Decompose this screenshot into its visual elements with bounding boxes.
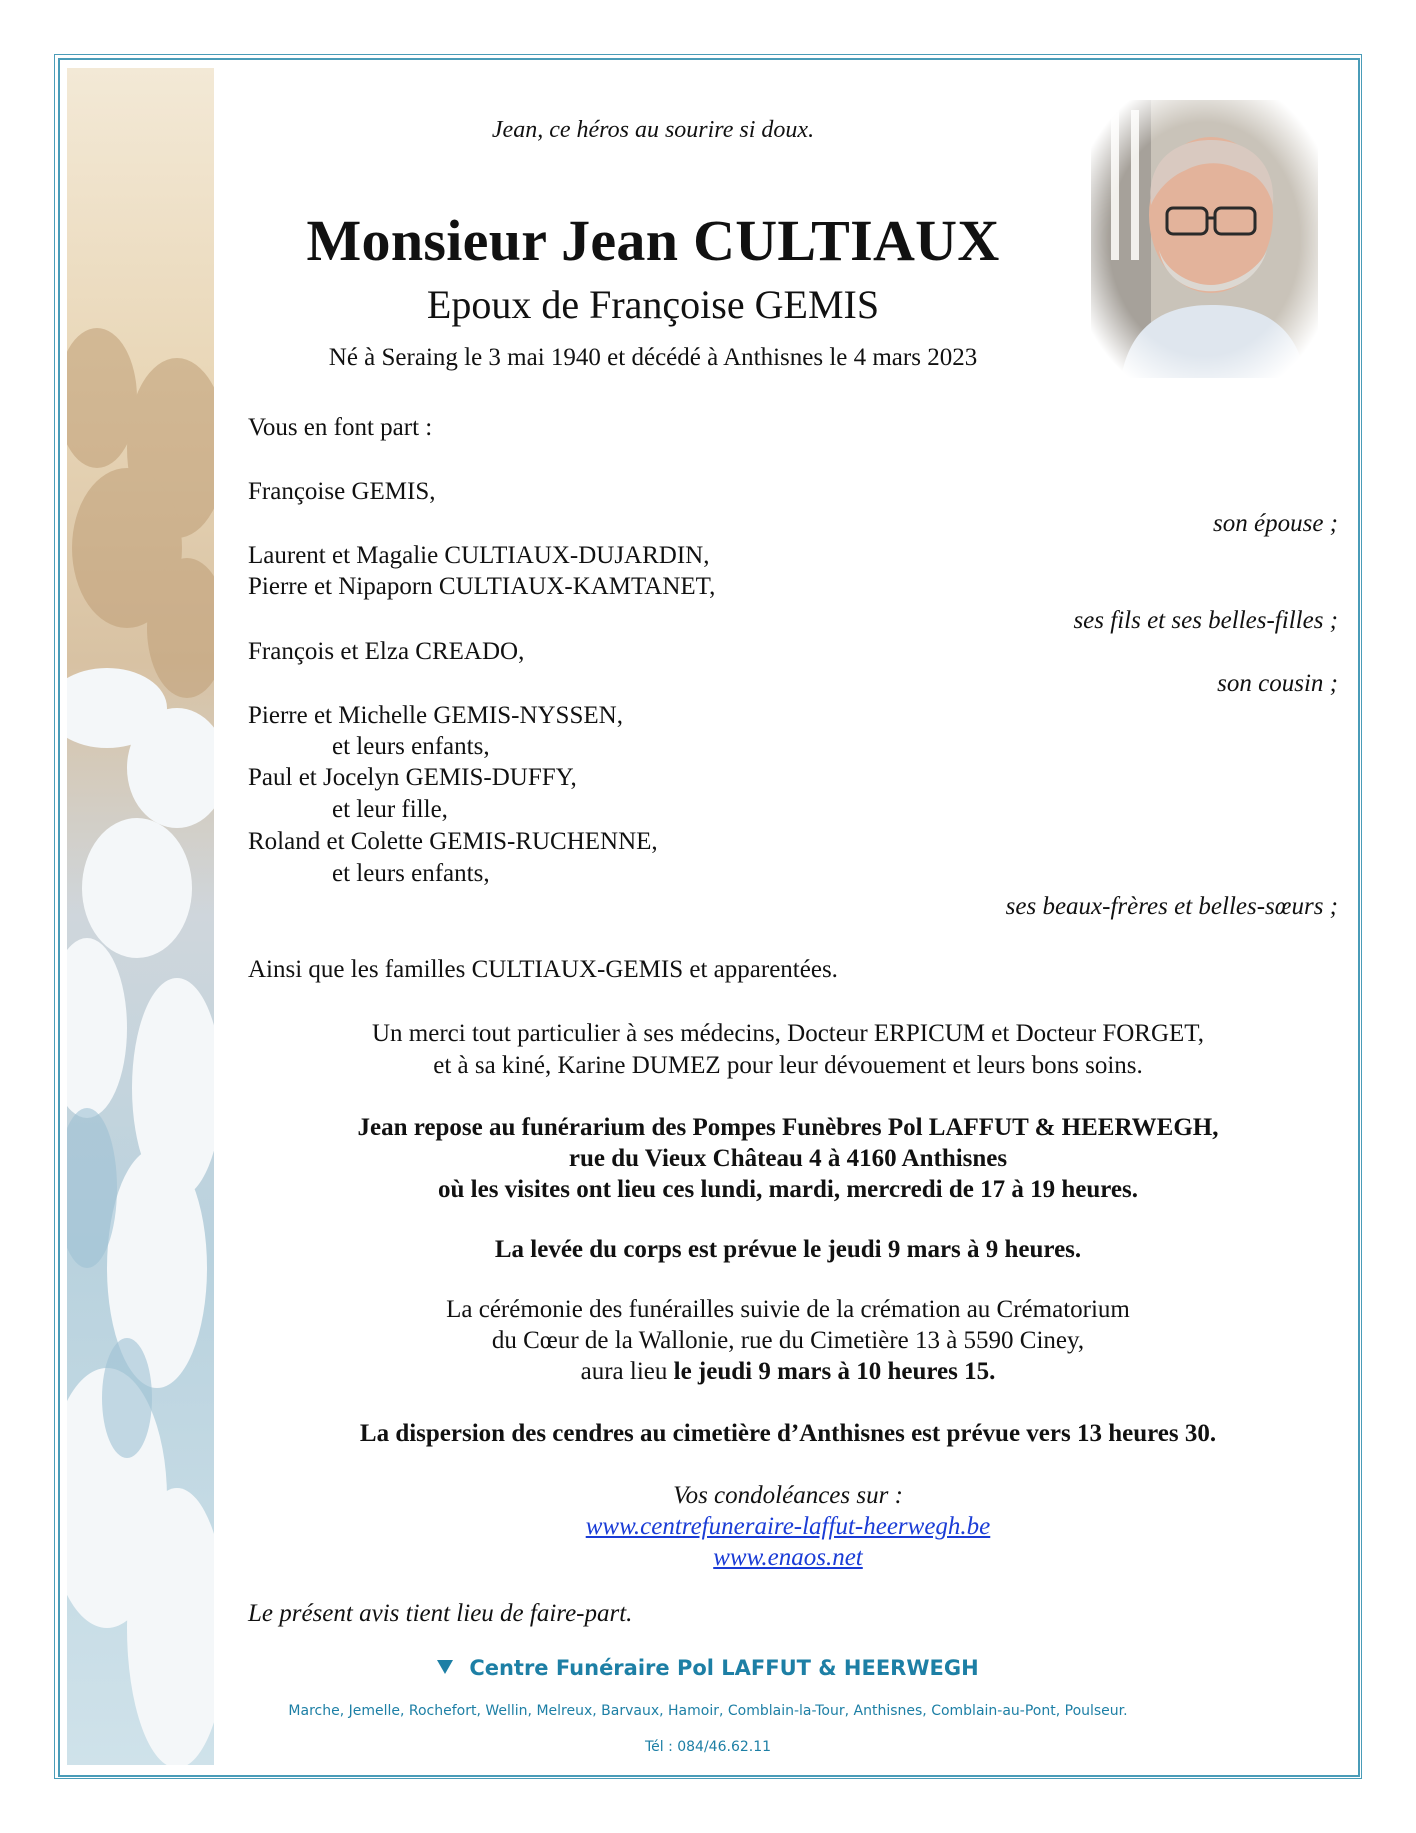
ceremony-line (248, 1358, 1328, 1386)
condolences-link-row (248, 1513, 1328, 1541)
triangle-down-icon (437, 1660, 453, 1674)
snowy-forest-image (67, 68, 214, 1765)
ceremony-line: La cérémonie des funérailles suivie de la crémation au Crématorium (446, 1296, 1130, 1323)
family-relation: son cousin ; (1217, 670, 1338, 697)
family-name: François et Elza CREADO, (248, 638, 525, 665)
condolences-label: Vos condoléances sur : (673, 1482, 903, 1509)
ceremony-prefix: aura lieu (580, 1358, 674, 1385)
funeral-home-name: Centre Funéraire Pol LAFFUT & HEERWEGH (469, 1656, 979, 1680)
visitation-line: rue du Vieux Château 4 à 4160 Anthisnes (568, 1145, 1008, 1172)
visitation-line: Jean repose au funérarium des Pompes Funèbres Pol LAFFUT & HEERWEGH, (357, 1114, 1219, 1141)
funeral-home-towns: Marche, Jemelle, Rochefort, Wellin, Melreux, Barvaux, Hamoir, Comblain-la-Tour, Anthisnes, Comblain-au-Pont, Poulseur. (288, 1703, 1128, 1719)
family-relation: ses fils et ses belles-filles ; (1073, 607, 1338, 634)
thanks-line: Un merci tout particulier à ses médecins, Docteur ERPICUM et Docteur FORGET, (372, 1020, 1204, 1047)
spouse-line: Epoux de Françoise GEMIS (426, 282, 880, 327)
levee-line: La levée du corps est prévue le jeudi 9 mars à 9 heures. (494, 1236, 1082, 1263)
family-name: Pierre et Nipaporn CULTIAUX-KAMTANET, (248, 573, 716, 600)
notice-line: Le présent avis tient lieu de faire-part. (248, 1600, 633, 1627)
family-name: et leurs enfants, (332, 733, 490, 760)
thanks-line: et à sa kiné, Karine DUMEZ pour leur dévouement et leurs bons soins. (433, 1052, 1143, 1079)
family-name: et leurs enfants, (332, 860, 490, 887)
family-name: Françoise GEMIS, (248, 478, 436, 505)
deceased-name: Monsieur Jean CULTIAUX (306, 208, 1000, 273)
families-line: Ainsi que les familles CULTIAUX-GEMIS et apparentées. (248, 956, 838, 983)
funeral-home-title (0, 1656, 1416, 1680)
portrait-photo (1091, 100, 1318, 378)
family-relation: son épouse ; (1213, 510, 1338, 537)
family-name: Paul et Jocelyn GEMIS-DUFFY, (248, 764, 577, 791)
family-name: Laurent et Magalie CULTIAUX-DUJARDIN, (248, 542, 710, 569)
condolences-link-row (248, 1544, 1328, 1572)
epigraph: Jean, ce héros au sourire si doux. (491, 117, 815, 143)
family-name: Roland et Colette GEMIS-RUCHENNE, (248, 828, 658, 855)
birth-death-line: Né à Seraing le 3 mai 1940 et décédé à Anthisnes le 4 mars 2023 (328, 344, 978, 371)
ceremony-line: du Cœur de la Wallonie, rue du Cimetière 13 à 5590 Ciney, (491, 1327, 1085, 1354)
dispersion-line: La dispersion des cendres au cimetière d’Anthisnes est prévue vers 13 heures 30. (359, 1420, 1217, 1447)
ceremony-time: le jeudi 9 mars à 10 heures 15. (673, 1358, 996, 1385)
funeral-home-phone: Tél : 084/46.62.11 (644, 1739, 772, 1755)
condolences-link[interactable]: www.enaos.net (713, 1544, 863, 1571)
family-relation: ses beaux-frères et belles-sœurs ; (1005, 893, 1338, 920)
family-name: et leur fille, (332, 796, 448, 823)
family-name: Pierre et Michelle GEMIS-NYSSEN, (248, 702, 623, 729)
visitation-line: où les visites ont lieu ces lundi, mardi, mercredi de 17 à 19 heures. (438, 1176, 1138, 1203)
intro-text: Vous en font part : (248, 414, 433, 441)
condolences-link[interactable]: www.centrefuneraire-laffut-heerwegh.be (585, 1513, 991, 1540)
